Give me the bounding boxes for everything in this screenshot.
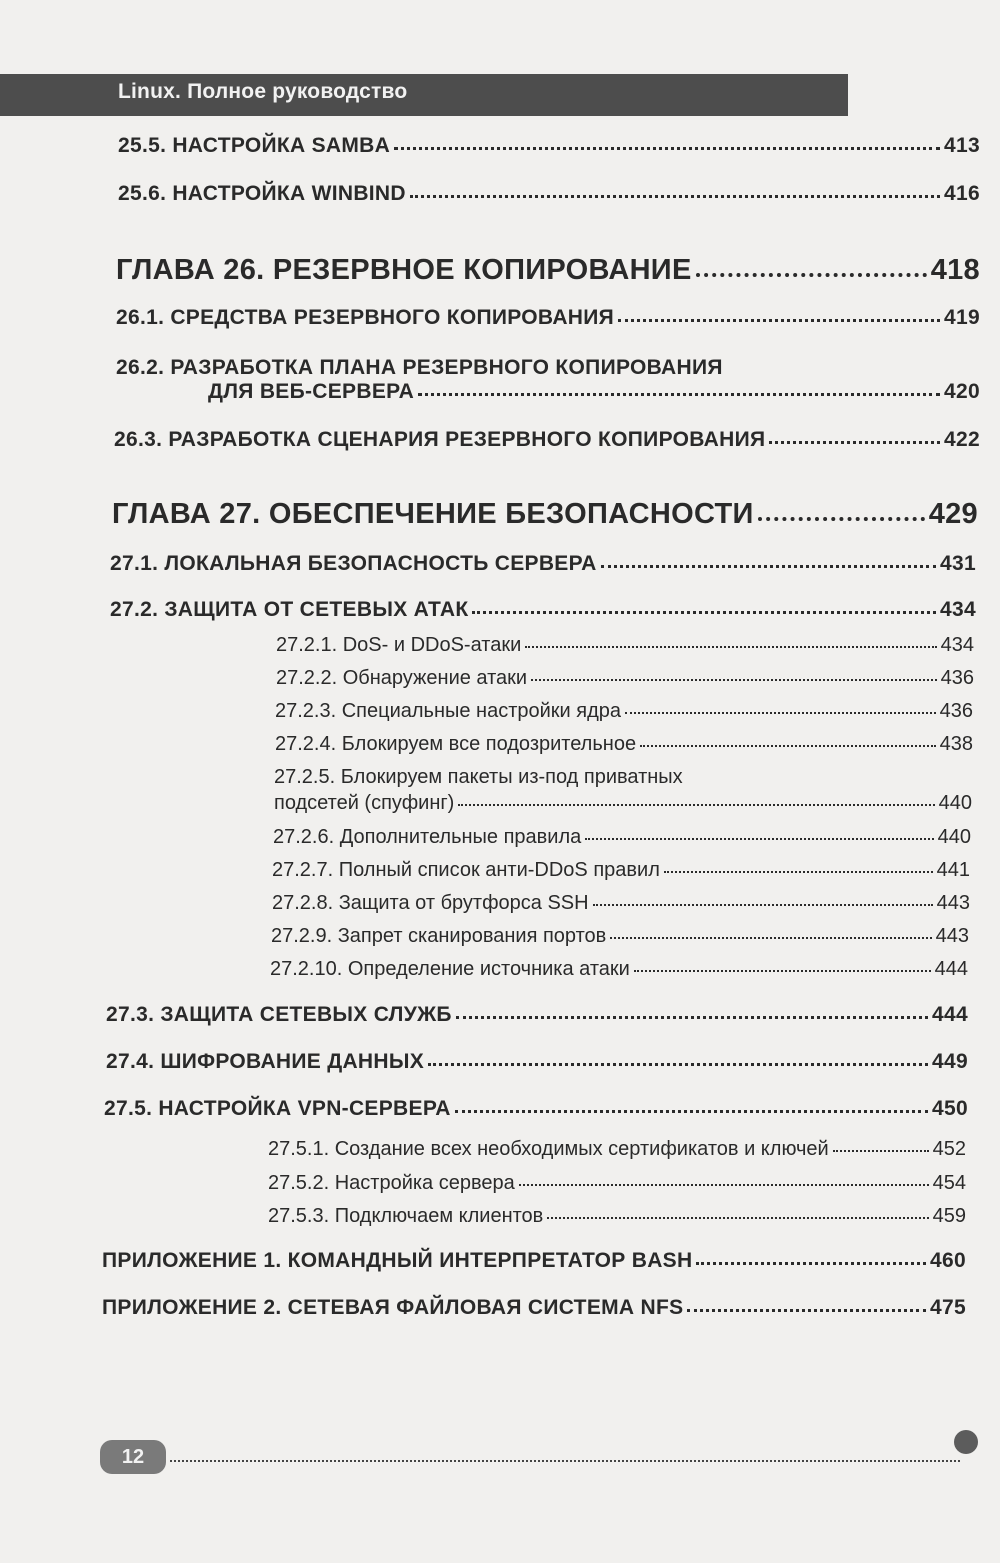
toc-entry-label: 26.1. СРЕДСТВА РЕЗЕРВНОГО КОПИРОВАНИЯ [116,306,615,329]
toc-subentry[interactable] [270,958,968,981]
toc-entry[interactable] [110,552,976,576]
leader-dots [458,800,934,806]
leader-dots [585,834,933,840]
toc-subentry[interactable] [268,1138,966,1161]
leader-dots [664,867,933,873]
toc-entry-label: 27.2.3. Специальные настройки ядра [275,700,622,722]
toc-subentry[interactable] [275,733,973,756]
toc-subentry[interactable] [275,700,973,723]
toc-entry[interactable] [102,1296,966,1320]
toc-entry-label: 27.2.2. Обнаружение атаки [276,667,528,689]
toc-entry-page: 444 [932,1003,968,1026]
toc-entry-page: 434 [940,634,974,656]
toc-entry-page: 460 [930,1249,966,1272]
toc-entry-label: ДЛЯ ВЕБ-СЕРВЕРА [208,380,415,403]
leader-dots [610,933,931,939]
toc-entry-page: 449 [932,1050,968,1073]
toc-chapter-entry[interactable] [116,254,980,287]
toc-subentry[interactable] [273,826,971,849]
toc-entry[interactable] [102,1249,966,1273]
toc-entry[interactable] [114,428,980,452]
toc-entry-page: 419 [944,306,980,329]
toc-entry[interactable] [104,1097,968,1121]
toc-entry[interactable] [110,598,976,622]
leader-dots [531,675,937,681]
toc-entry-page: 420 [944,380,980,403]
leader-dots [410,191,940,198]
toc-entry-label: 27.2.4. Блокируем все подозрительное [275,733,637,755]
toc-entry-page: 436 [940,667,974,689]
toc-entry-page: 443 [935,925,969,947]
toc-entry-label: 27.2.9. Запрет сканирования портов [271,925,607,947]
toc-entry-label-line1: 27.2.5. Блокируем пакеты из-под приватных [274,766,683,788]
toc-entry-page: 450 [932,1097,968,1120]
toc-entry-page: 422 [944,428,980,451]
toc-entry-label: 27.2.7. Полный список анти-DDoS правил [272,859,660,881]
toc-entry-page: 434 [940,598,976,621]
toc-entry-label: подсетей (спуфинг) [274,792,455,814]
leader-dots [634,966,931,972]
toc-entry-label: 27.2. ЗАЩИТА ОТ СЕТЕВЫХ АТАК [110,598,469,621]
running-header-title: Linux. Полное руководство [118,80,408,103]
toc-entry-label: 27.2.8. Защита от брутфорса SSH [272,892,589,914]
footer-dotted-rule [170,1460,960,1462]
toc-entry-label: ПРИЛОЖЕНИЕ 2. СЕТЕВАЯ ФАЙЛОВАЯ СИСТЕМА NFS [102,1296,684,1319]
toc-entry-page: 440 [937,826,971,848]
toc-chapter-entry[interactable] [112,498,978,531]
toc-entry-label: 26.3. РАЗРАБОТКА СЦЕНАРИЯ РЕЗЕРВНОГО КОПИРОВАНИЯ [114,428,766,451]
leader-dots [456,1012,928,1019]
leader-dots [696,269,927,277]
toc-entry-label: 25.5. НАСТРОЙКА SAMBA [118,134,391,157]
leader-dots [833,1146,929,1152]
toc-subentry[interactable] [276,634,974,657]
toc-entry-label: 27.5. НАСТРОЙКА VPN-СЕРВЕРА [104,1097,451,1120]
leader-dots [394,143,940,150]
toc-entry[interactable] [208,380,980,404]
toc-entry-label: 27.3. ЗАЩИТА СЕТЕВЫХ СЛУЖБ [106,1003,452,1026]
toc-subentry[interactable] [272,859,970,882]
toc-entry-label: 27.5.1. Создание всех необходимых сертификатов и ключей [268,1138,829,1160]
toc-subentry[interactable] [272,892,970,915]
toc-entry[interactable] [118,182,980,206]
toc-entry-label: ГЛАВА 26. РЕЗЕРВНОЕ КОПИРОВАНИЕ [116,254,692,286]
toc-entry-label: 27.2.6. Дополнительные правила [273,826,582,848]
toc-entry-page: 475 [930,1296,966,1319]
leader-dots [769,437,940,444]
toc-entry-page: 440 [938,792,972,814]
toc-subentry[interactable] [268,1205,966,1228]
leader-dots [696,1258,926,1265]
toc-entry[interactable] [106,1003,968,1027]
toc-entry-page: 444 [934,958,968,980]
toc-entry-page: 443 [936,892,970,914]
toc-subentry[interactable] [276,667,974,690]
leader-dots [472,607,936,614]
leader-dots [758,513,925,521]
toc-entry-label: 27.1. ЛОКАЛЬНАЯ БЕЗОПАСНОСТЬ СЕРВЕРА [110,552,597,575]
toc-entry-page: 436 [939,700,973,722]
toc-subentry[interactable] [271,925,969,948]
toc-entry-page: 416 [944,182,980,205]
page-number-badge: 12 [100,1440,166,1474]
leader-dots [418,389,940,396]
toc-entry-label: 25.6. НАСТРОЙКА WINBIND [118,182,406,205]
leader-dots [593,900,933,906]
toc-entry-label-line1: 26.2. РАЗРАБОТКА ПЛАНА РЕЗЕРВНОГО КОПИРОВАНИЯ [116,356,723,379]
toc-entry-page: 429 [928,498,978,530]
toc-subentry[interactable] [268,1172,966,1195]
toc-entry-page: 418 [930,254,980,286]
toc-entry-label: 27.5.3. Подключаем клиентов [268,1205,544,1227]
leader-dots [687,1305,926,1312]
leader-dots [428,1059,928,1066]
toc-entry[interactable] [106,1050,968,1074]
toc-entry[interactable] [118,134,980,158]
toc-entry-label: 27.4. ШИФРОВАНИЕ ДАННЫХ [106,1050,425,1073]
toc-entry-label: ПРИЛОЖЕНИЕ 1. КОМАНДНЫЙ ИНТЕРПРЕТАТОР BASH [102,1249,693,1272]
toc-entry-page: 438 [939,733,973,755]
leader-dots [519,1180,929,1186]
toc-entry-label: ГЛАВА 27. ОБЕСПЕЧЕНИЕ БЕЗОПАСНОСТИ [112,498,754,530]
footer-dot-ornament [954,1430,978,1454]
toc-entry[interactable] [116,306,980,330]
toc-entry-page: 431 [940,552,976,575]
toc-entry-page: 459 [932,1205,966,1227]
toc-entry-label: 27.2.10. Определение источника атаки [270,958,630,980]
leader-dots [640,741,936,747]
leader-dots [547,1213,928,1219]
toc-entry-page: 413 [944,134,980,157]
leader-dots [455,1106,928,1113]
leader-dots [525,642,936,648]
leader-dots [618,315,940,322]
toc-entry-page: 454 [932,1172,966,1194]
toc-entry-label: 27.5.2. Настройка сервера [268,1172,515,1194]
leader-dots [625,708,936,714]
toc-subentry[interactable] [274,792,972,815]
toc-entry-page: 452 [932,1138,966,1160]
leader-dots [601,561,937,568]
toc-entry-label: 27.2.1. DoS- и DDoS-атаки [276,634,522,656]
toc-entry-page: 441 [936,859,970,881]
